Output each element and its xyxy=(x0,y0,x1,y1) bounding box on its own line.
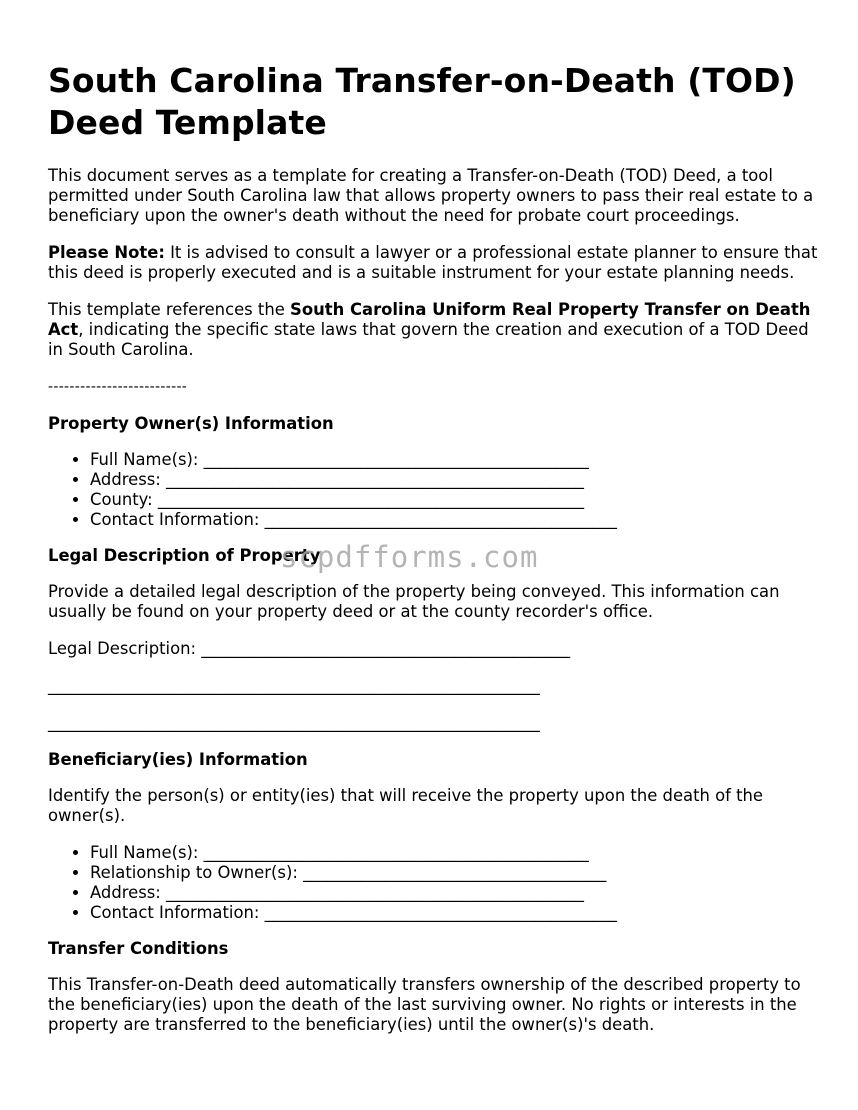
legal-description-line-2: ____________________________________________________________ xyxy=(48,713,540,732)
owner-county-field: • County: ____________________________________________________ xyxy=(90,490,818,510)
owner-section-heading: Property Owner(s) Information xyxy=(48,414,334,433)
transfer-section-heading: Transfer Conditions xyxy=(48,939,229,958)
owner-contact-field: • Contact Information: ___________________________________________ xyxy=(90,510,818,530)
transfer-conditions-paragraph: This Transfer-on-Death deed automatically transfers ownership of the described property to the beneficiary(ies) upon the death of the last surviving owner. No rights or interests in the property are transferred to the beneficiary(ies) until the owner(s)'s death. xyxy=(48,975,801,1034)
document-page xyxy=(48,60,818,1052)
legal-section-heading: Legal Description of Property xyxy=(48,546,321,565)
reference-before: This template references the xyxy=(48,300,291,319)
beneficiary-contact-field: • Contact Information: ___________________________________________ xyxy=(90,903,818,923)
intro-paragraph: This document serves as a template for creating a Transfer-on-Death (TOD) Deed, a tool permitted under South Carolina law that allows property owners to pass their real estate to a beneficiary upon the owner's death without the need for probate court proceedings. xyxy=(48,166,814,225)
reference-after: , indicating the specific state laws that govern the creation and execution of a TOD Deed in South Carolina. xyxy=(48,320,809,359)
note-label: Please Note: xyxy=(48,243,165,262)
owner-fields-list xyxy=(48,450,818,530)
owner-full-name-field: • Full Name(s): _______________________________________________ xyxy=(90,450,818,470)
beneficiary-relationship-field: • Relationship to Owner(s): _____________________________________ xyxy=(90,863,818,883)
reference-paragraph xyxy=(48,300,818,360)
owner-address-field: • Address: ___________________________________________________ xyxy=(90,470,818,490)
note-paragraph xyxy=(48,243,818,283)
reference-act: South Carolina Uniform Real Property Transfer on Death Act xyxy=(48,300,811,339)
beneficiary-section-heading: Beneficiary(ies) Information xyxy=(48,750,308,769)
beneficiary-description-paragraph: Identify the person(s) or entity(ies) that will receive the property upon the death of the owner(s). xyxy=(48,786,764,825)
beneficiary-fields-list xyxy=(48,843,818,923)
legal-description-paragraph: Provide a detailed legal description of the property being conveyed. This information can usually be found on your property deed or at the county recorder's office. xyxy=(48,582,780,621)
legal-description-line-1: ____________________________________________________________ xyxy=(48,676,540,695)
watermark-text: scpdfforms.com xyxy=(280,540,539,574)
section-divider: -------------------------- xyxy=(48,379,188,395)
note-text: It is advised to consult a lawyer or a professional estate planner to ensure that this deed is properly executed and is a suitable instrument for your estate planning needs. xyxy=(48,243,818,282)
page-title: South Carolina Transfer-on-Death (TOD) Deed Template xyxy=(48,61,796,142)
legal-description-field: Legal Description: _____________________________________________ xyxy=(48,639,571,658)
beneficiary-full-name-field: • Full Name(s): _______________________________________________ xyxy=(90,843,818,863)
beneficiary-address-field: • Address: ___________________________________________________ xyxy=(90,883,818,903)
